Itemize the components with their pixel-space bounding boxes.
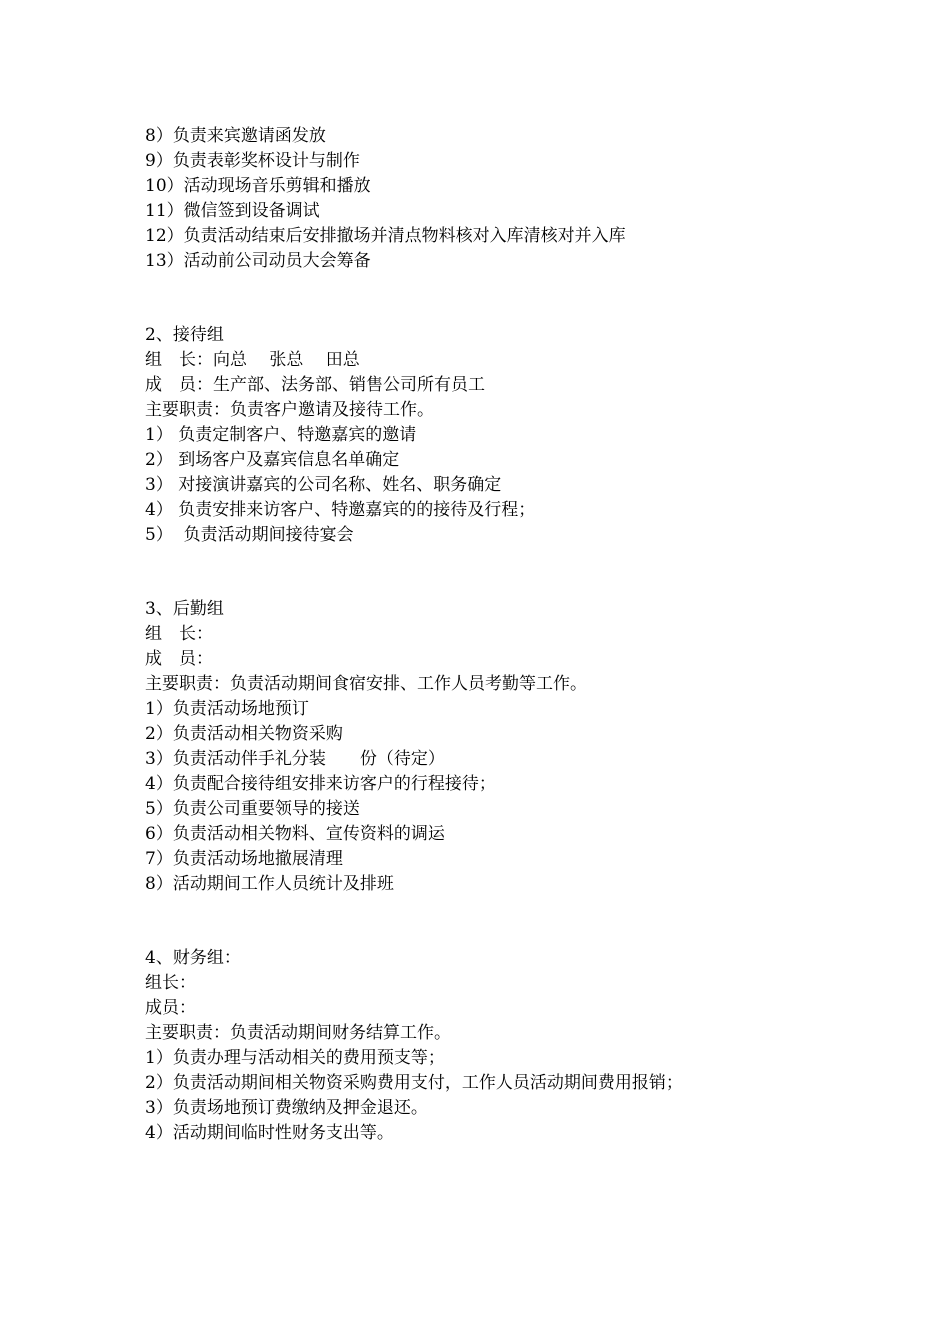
- list-item: 1）负责活动场地预订: [145, 699, 309, 719]
- list-item: 3） 对接演讲嘉宾的公司名称、姓名、职务确定: [145, 475, 502, 495]
- logistics-group-section: [145, 597, 865, 897]
- finance-group-section: [145, 946, 865, 1146]
- section-heading: 2、接待组: [145, 325, 224, 345]
- group-leader: 组长：: [145, 973, 196, 993]
- list-item: 5）负责公司重要领导的接送: [145, 799, 360, 819]
- list-item: 4）负责配合接待组安排来访客户的行程接待；: [145, 774, 496, 794]
- list-item: 2） 到场客户及嘉宾信息名单确定: [145, 450, 400, 470]
- list-item: 1） 负责定制客户、特邀嘉宾的邀请: [145, 425, 417, 445]
- continued-duty-list: [145, 124, 865, 274]
- list-item: 2）负责活动相关物资采购: [145, 724, 343, 744]
- reception-group-section: [145, 323, 865, 548]
- list-item: 3）负责场地预订费缴纳及押金退还。: [145, 1098, 428, 1118]
- list-item: 7）负责活动场地撤展清理: [145, 849, 343, 869]
- list-item: 4）活动期间临时性财务支出等。: [145, 1123, 394, 1143]
- list-item: 13）活动前公司动员大会筹备: [145, 251, 371, 271]
- group-members: 成 员：生产部、法务部、销售公司所有员工: [145, 375, 485, 395]
- list-item: 8）负责来宾邀请函发放: [145, 126, 326, 146]
- main-duty: 主要职责：负责客户邀请及接待工作。: [145, 400, 434, 420]
- section-heading: 3、后勤组: [145, 599, 224, 619]
- main-duty: 主要职责：负责活动期间财务结算工作。: [145, 1023, 451, 1043]
- group-leader: 组 长：: [145, 624, 213, 644]
- list-item: 8）活动期间工作人员统计及排班: [145, 874, 394, 894]
- list-item: 2）负责活动期间相关物资采购费用支付，工作人员活动期间费用报销；: [145, 1073, 683, 1093]
- list-item: 4） 负责安排来访客户、特邀嘉宾的的接待及行程；: [145, 500, 536, 520]
- list-item: 10）活动现场音乐剪辑和播放: [145, 176, 371, 196]
- group-members: 成员：: [145, 998, 196, 1018]
- list-item: 3）负责活动伴手礼分装 份（待定）: [145, 749, 445, 769]
- list-item: 1）负责办理与活动相关的费用预支等；: [145, 1048, 445, 1068]
- group-members: 成 员：: [145, 649, 213, 669]
- list-item: 9）负责表彰奖杯设计与制作: [145, 151, 360, 171]
- group-leader: 组 长：向总 张总 田总: [145, 350, 360, 370]
- list-item: 6）负责活动相关物料、宣传资料的调运: [145, 824, 445, 844]
- main-duty: 主要职责：负责活动期间食宿安排、工作人员考勤等工作。: [145, 674, 587, 694]
- list-item: 5） 负责活动期间接待宴会: [145, 525, 354, 545]
- list-item: 12）负责活动结束后安排撤场并清点物料核对入库清核对并入库: [145, 226, 626, 246]
- section-heading: 4、财务组：: [145, 948, 241, 968]
- list-item: 11）微信签到设备调试: [145, 201, 320, 221]
